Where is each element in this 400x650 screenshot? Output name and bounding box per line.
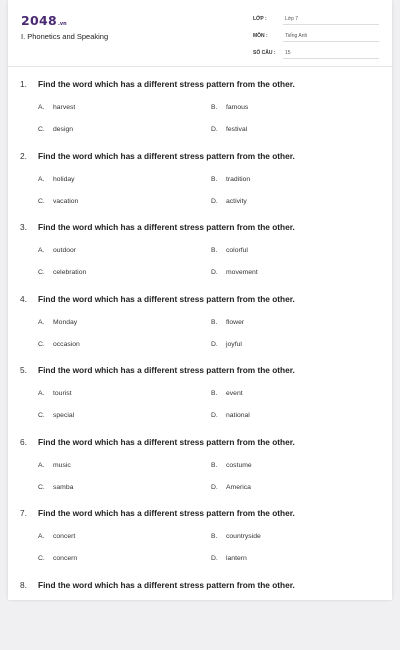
answer-option[interactable] (211, 483, 251, 493)
answer-option[interactable] (38, 175, 75, 185)
worksheet-meta (253, 14, 379, 65)
meta-row-subject (253, 31, 379, 45)
question-number: 1. (20, 78, 27, 90)
option-text: movement (226, 269, 258, 276)
answer-option[interactable] (38, 532, 75, 542)
meta-key: SỐ CÂU : (253, 48, 276, 58)
answer-option[interactable] (211, 175, 250, 185)
option-text: lantern (226, 555, 247, 562)
option-text: samba (53, 484, 73, 491)
logo-main: 2048 (21, 13, 57, 28)
option-letter: B. (211, 246, 226, 256)
question-text: Find the word which has a different stress pattern from the other. (38, 78, 295, 90)
option-text: countryside (226, 533, 261, 540)
question-item (8, 221, 392, 293)
worksheet-page (8, 0, 392, 600)
option-text: colorful (226, 247, 248, 254)
question-item (8, 579, 392, 650)
option-text: celebration (53, 269, 86, 276)
question-text: Find the word which has a different stress pattern from the other. (38, 436, 295, 448)
option-letter: C. (38, 340, 53, 350)
question-number: 2. (20, 150, 27, 162)
meta-value: Lớp 7 (283, 14, 379, 25)
option-letter: D. (211, 268, 226, 278)
option-letter: D. (211, 554, 226, 564)
meta-value: Tiếng Anh (283, 31, 379, 42)
answer-option[interactable] (211, 103, 248, 113)
answer-option[interactable] (38, 197, 78, 207)
question-item (8, 78, 392, 150)
answer-option[interactable] (38, 411, 74, 421)
option-letter: B. (211, 461, 226, 471)
option-text: holiday (53, 176, 75, 183)
meta-value: 15 (283, 48, 379, 59)
answer-option[interactable] (211, 125, 247, 135)
answer-option[interactable] (211, 532, 261, 542)
option-text: vacation (53, 198, 78, 205)
answer-option[interactable] (38, 461, 71, 471)
option-letter: D. (211, 197, 226, 207)
option-letter: C. (38, 554, 53, 564)
site-logo[interactable] (21, 14, 67, 31)
option-letter: A. (38, 318, 53, 328)
question-list (8, 78, 392, 650)
question-number: 4. (20, 293, 27, 305)
meta-key: MÔN : (253, 31, 268, 41)
question-number: 3. (20, 221, 27, 233)
option-text: special (53, 412, 74, 419)
option-letter: A. (38, 175, 53, 185)
answer-option[interactable] (211, 554, 247, 564)
question-prompt (20, 436, 380, 448)
option-text: flower (226, 319, 244, 326)
answer-option[interactable] (211, 389, 243, 399)
answer-option[interactable] (211, 461, 252, 471)
option-letter: D. (211, 340, 226, 350)
logo-suffix: .vn (58, 21, 67, 27)
option-text: occasion (53, 341, 80, 348)
option-text: concern (53, 555, 77, 562)
option-text: activity (226, 198, 247, 205)
option-text: outdoor (53, 247, 76, 254)
option-text: concert (53, 533, 75, 540)
option-letter: C. (38, 483, 53, 493)
answer-option[interactable] (38, 103, 75, 113)
question-prompt (20, 150, 380, 162)
question-text: Find the word which has a different stress pattern from the other. (38, 221, 295, 233)
meta-row-class (253, 14, 379, 28)
option-text: Monday (53, 319, 77, 326)
question-number: 7. (20, 507, 27, 519)
answer-option[interactable] (38, 483, 73, 493)
question-prompt (20, 579, 380, 591)
option-text: famous (226, 104, 248, 111)
option-letter: A. (38, 103, 53, 113)
question-number: 5. (20, 364, 27, 376)
question-prompt (20, 78, 380, 90)
answer-option[interactable] (211, 411, 250, 421)
question-prompt (20, 364, 380, 376)
option-text: tourist (53, 390, 72, 397)
answer-option[interactable] (38, 318, 77, 328)
option-letter: B. (211, 532, 226, 542)
meta-row-question-count (253, 48, 379, 62)
option-text: harvest (53, 104, 75, 111)
answer-option[interactable] (38, 389, 72, 399)
question-item (8, 436, 392, 508)
header-divider (8, 66, 392, 67)
answer-option[interactable] (38, 268, 86, 278)
answer-option[interactable] (38, 554, 77, 564)
meta-key: LỚP : (253, 14, 267, 24)
option-letter: C. (38, 268, 53, 278)
question-item (8, 150, 392, 222)
question-number: 8. (20, 579, 27, 591)
option-letter: C. (38, 411, 53, 421)
option-text: event (226, 390, 243, 397)
question-text: Find the word which has a different stress pattern from the other. (38, 507, 295, 519)
option-letter: A. (38, 461, 53, 471)
option-letter: A. (38, 389, 53, 399)
answer-option[interactable] (211, 318, 244, 328)
answer-option[interactable] (38, 125, 73, 135)
option-letter: A. (38, 532, 53, 542)
option-letter: B. (211, 318, 226, 328)
question-text: Find the word which has a different stress pattern from the other. (38, 364, 295, 376)
option-text: national (226, 412, 250, 419)
option-text: music (53, 462, 71, 469)
option-text: tradition (226, 176, 250, 183)
question-item (8, 364, 392, 436)
option-text: joyful (226, 341, 242, 348)
answer-option[interactable] (211, 197, 247, 207)
section-title: I. Phonetics and Speaking (21, 32, 108, 42)
question-item (8, 293, 392, 365)
answer-option[interactable] (211, 246, 248, 256)
answer-option[interactable] (38, 340, 80, 350)
option-letter: B. (211, 103, 226, 113)
question-prompt (20, 507, 380, 519)
option-text: festival (226, 126, 247, 133)
answer-option[interactable] (211, 268, 258, 278)
option-letter: B. (211, 175, 226, 185)
question-text: Find the word which has a different stress pattern from the other. (38, 150, 295, 162)
question-number: 6. (20, 436, 27, 448)
answer-option[interactable] (38, 246, 76, 256)
answer-option[interactable] (211, 340, 242, 350)
option-text: costume (226, 462, 252, 469)
option-letter: C. (38, 197, 53, 207)
question-prompt (20, 293, 380, 305)
option-letter: D. (211, 483, 226, 493)
option-text: design (53, 126, 73, 133)
option-letter: B. (211, 389, 226, 399)
question-prompt (20, 221, 380, 233)
option-letter: C. (38, 125, 53, 135)
worksheet-header (8, 0, 392, 66)
option-letter: D. (211, 411, 226, 421)
option-letter: A. (38, 246, 53, 256)
question-text: Find the word which has a different stress pattern from the other. (38, 579, 295, 591)
question-text: Find the word which has a different stress pattern from the other. (38, 293, 295, 305)
option-text: America (226, 484, 251, 491)
option-letter: D. (211, 125, 226, 135)
question-item (8, 507, 392, 579)
